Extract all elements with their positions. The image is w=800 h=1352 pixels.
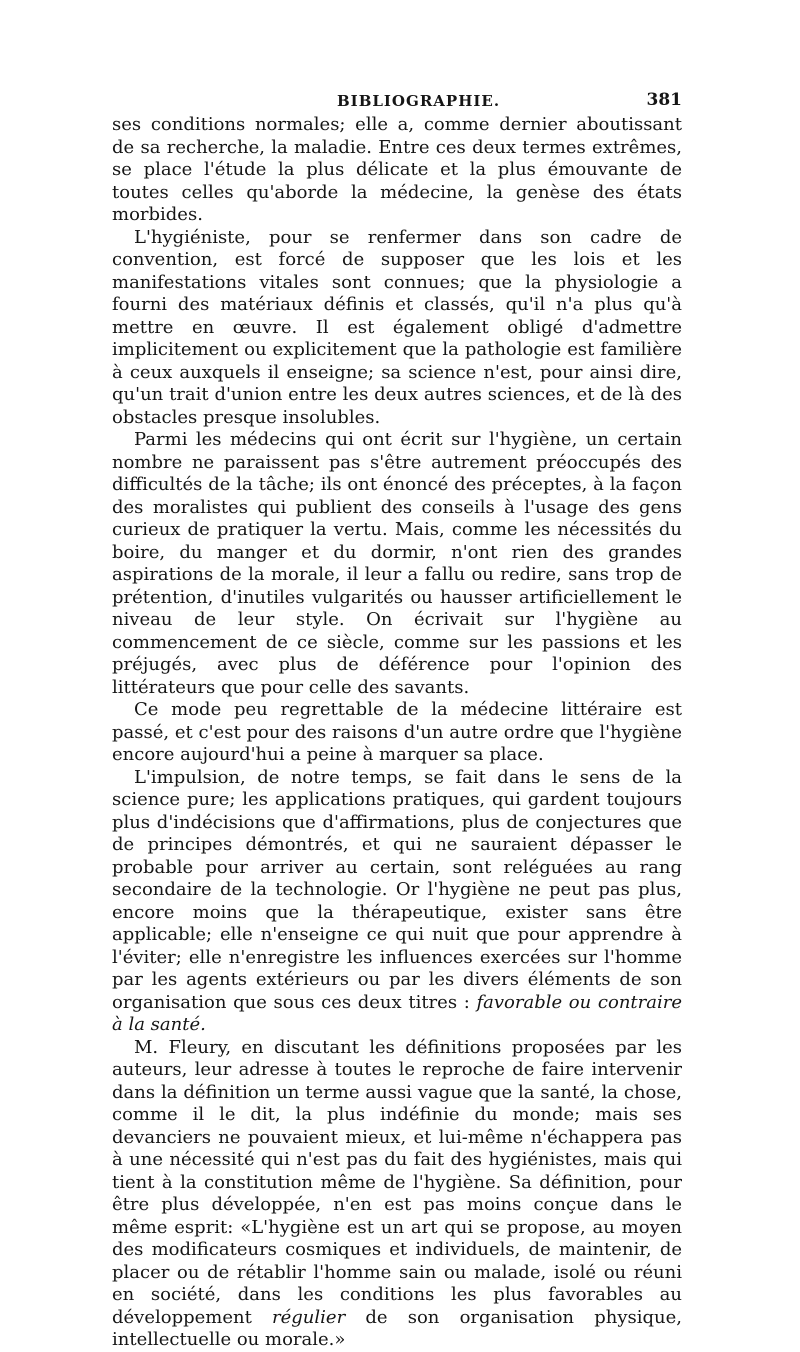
running-title: BIBLIOGRAPHIE. bbox=[337, 92, 501, 110]
body-text bbox=[112, 114, 682, 1352]
paragraph-6: M. Fleury, en discutant les définitions proposées par les auteurs, leur adresse à toutes le reproche de faire intervenir dans la définition un terme aussi vague que la santé, la chose, comme il le dit, la plus indéfinie du monde; mais ses devanciers ne pouvaient mieux, et lui-même n'échappera pas à une nécessité qui n'est pas du fait des hygiénistes, mais qui tient à la constitution même de l'hygiène. Sa définition, pour être plus développée, n'en est pas moins conçue dans le même esprit: «L'hygiène est un art qui se propose, au moyen des modificateurs cosmiques et individuels, de maintenir, de placer ou de rétablir l'homme sain ou malade, isolé ou réuni en société, dans les conditions les plus favorables au développement régulier de son organisation physique, intellectuelle ou morale.» bbox=[112, 1036, 682, 1350]
paragraph-1: ses conditions normales; elle a, comme dernier aboutissant de sa recherche, la maladie. Entre ces deux termes extrêmes, se place l'étude la plus délicate et la plus émouvante de toutes celles qu'aborde la médecine, la genèse des états morbides. bbox=[112, 114, 682, 225]
page-number: 381 bbox=[646, 90, 682, 110]
italic-phrase: favorable ou contraire à la santé. bbox=[112, 991, 682, 1035]
paragraph-4: Ce mode peu regrettable de la médecine littéraire est passé, et c'est pour des raisons d'un autre ordre que l'hygiène encore aujourd'hui a peine à marquer sa place. bbox=[112, 699, 682, 765]
paragraph-2: L'hygiéniste, pour se renfermer dans son cadre de convention, est forcé de supposer que les lois et les manifestations vitales sont connues; que la physiologie a fourni des matériaux définis et classés, qu'il n'a plus qu'à mettre en œuvre. Il est également obligé d'admettre implicitement ou explicitement que la pathologie est familière à ceux auxquels il enseigne; sa science n'est, pour ainsi dire, qu'un trait d'union entre les deux autres sciences, et de là des obstacles presque insolubles. bbox=[112, 226, 682, 428]
paragraph-3: Parmi les médecins qui ont écrit sur l'hygiène, un certain nombre ne paraissent pas s'être autrement préoccupés des difficultés de la tâche; ils ont énoncé des préceptes, à la façon des moralistes qui publient des conseils à l'usage des gens curieux de pratiquer la vertu. Mais, comme les nécessités du boire, du manger et du dormir, n'ont rien des grandes aspirations de la morale, il leur a fallu ou redire, sans trop de prétention, d'inutiles vulgarités ou hausser artificiellement le niveau de leur style. On écrivait sur l'hygiène au commencement de ce siècle, comme sur les passions et les préjugés, avec plus de déférence pour l'opinion des littérateurs que pour celle des savants. bbox=[112, 429, 682, 698]
italic-word: régulier bbox=[272, 1306, 346, 1328]
book-page bbox=[112, 88, 682, 1352]
page-header bbox=[112, 88, 682, 114]
paragraph-5: L'impulsion, de notre temps, se fait dans le sens de la science pure; les applications pratiques, qui gardent toujours plus d'indécisions que d'affirmations, plus de conjectures que de principes démontrés, et qui ne sauraient dépasser le probable pour arriver au certain, sont reléguées au rang secondaire de la technologie. Or l'hygiène ne peut pas plus, encore moins que la thérapeutique, exister sans être applicable; elle n'enseigne ce qui nuit que pour apprendre à l'éviter; elle n'enregistre les influences exercées sur l'homme par les agents extérieurs ou par les divers éléments de son organisation que sous ces deux titres : favorable ou contraire à la santé. bbox=[112, 766, 682, 1035]
